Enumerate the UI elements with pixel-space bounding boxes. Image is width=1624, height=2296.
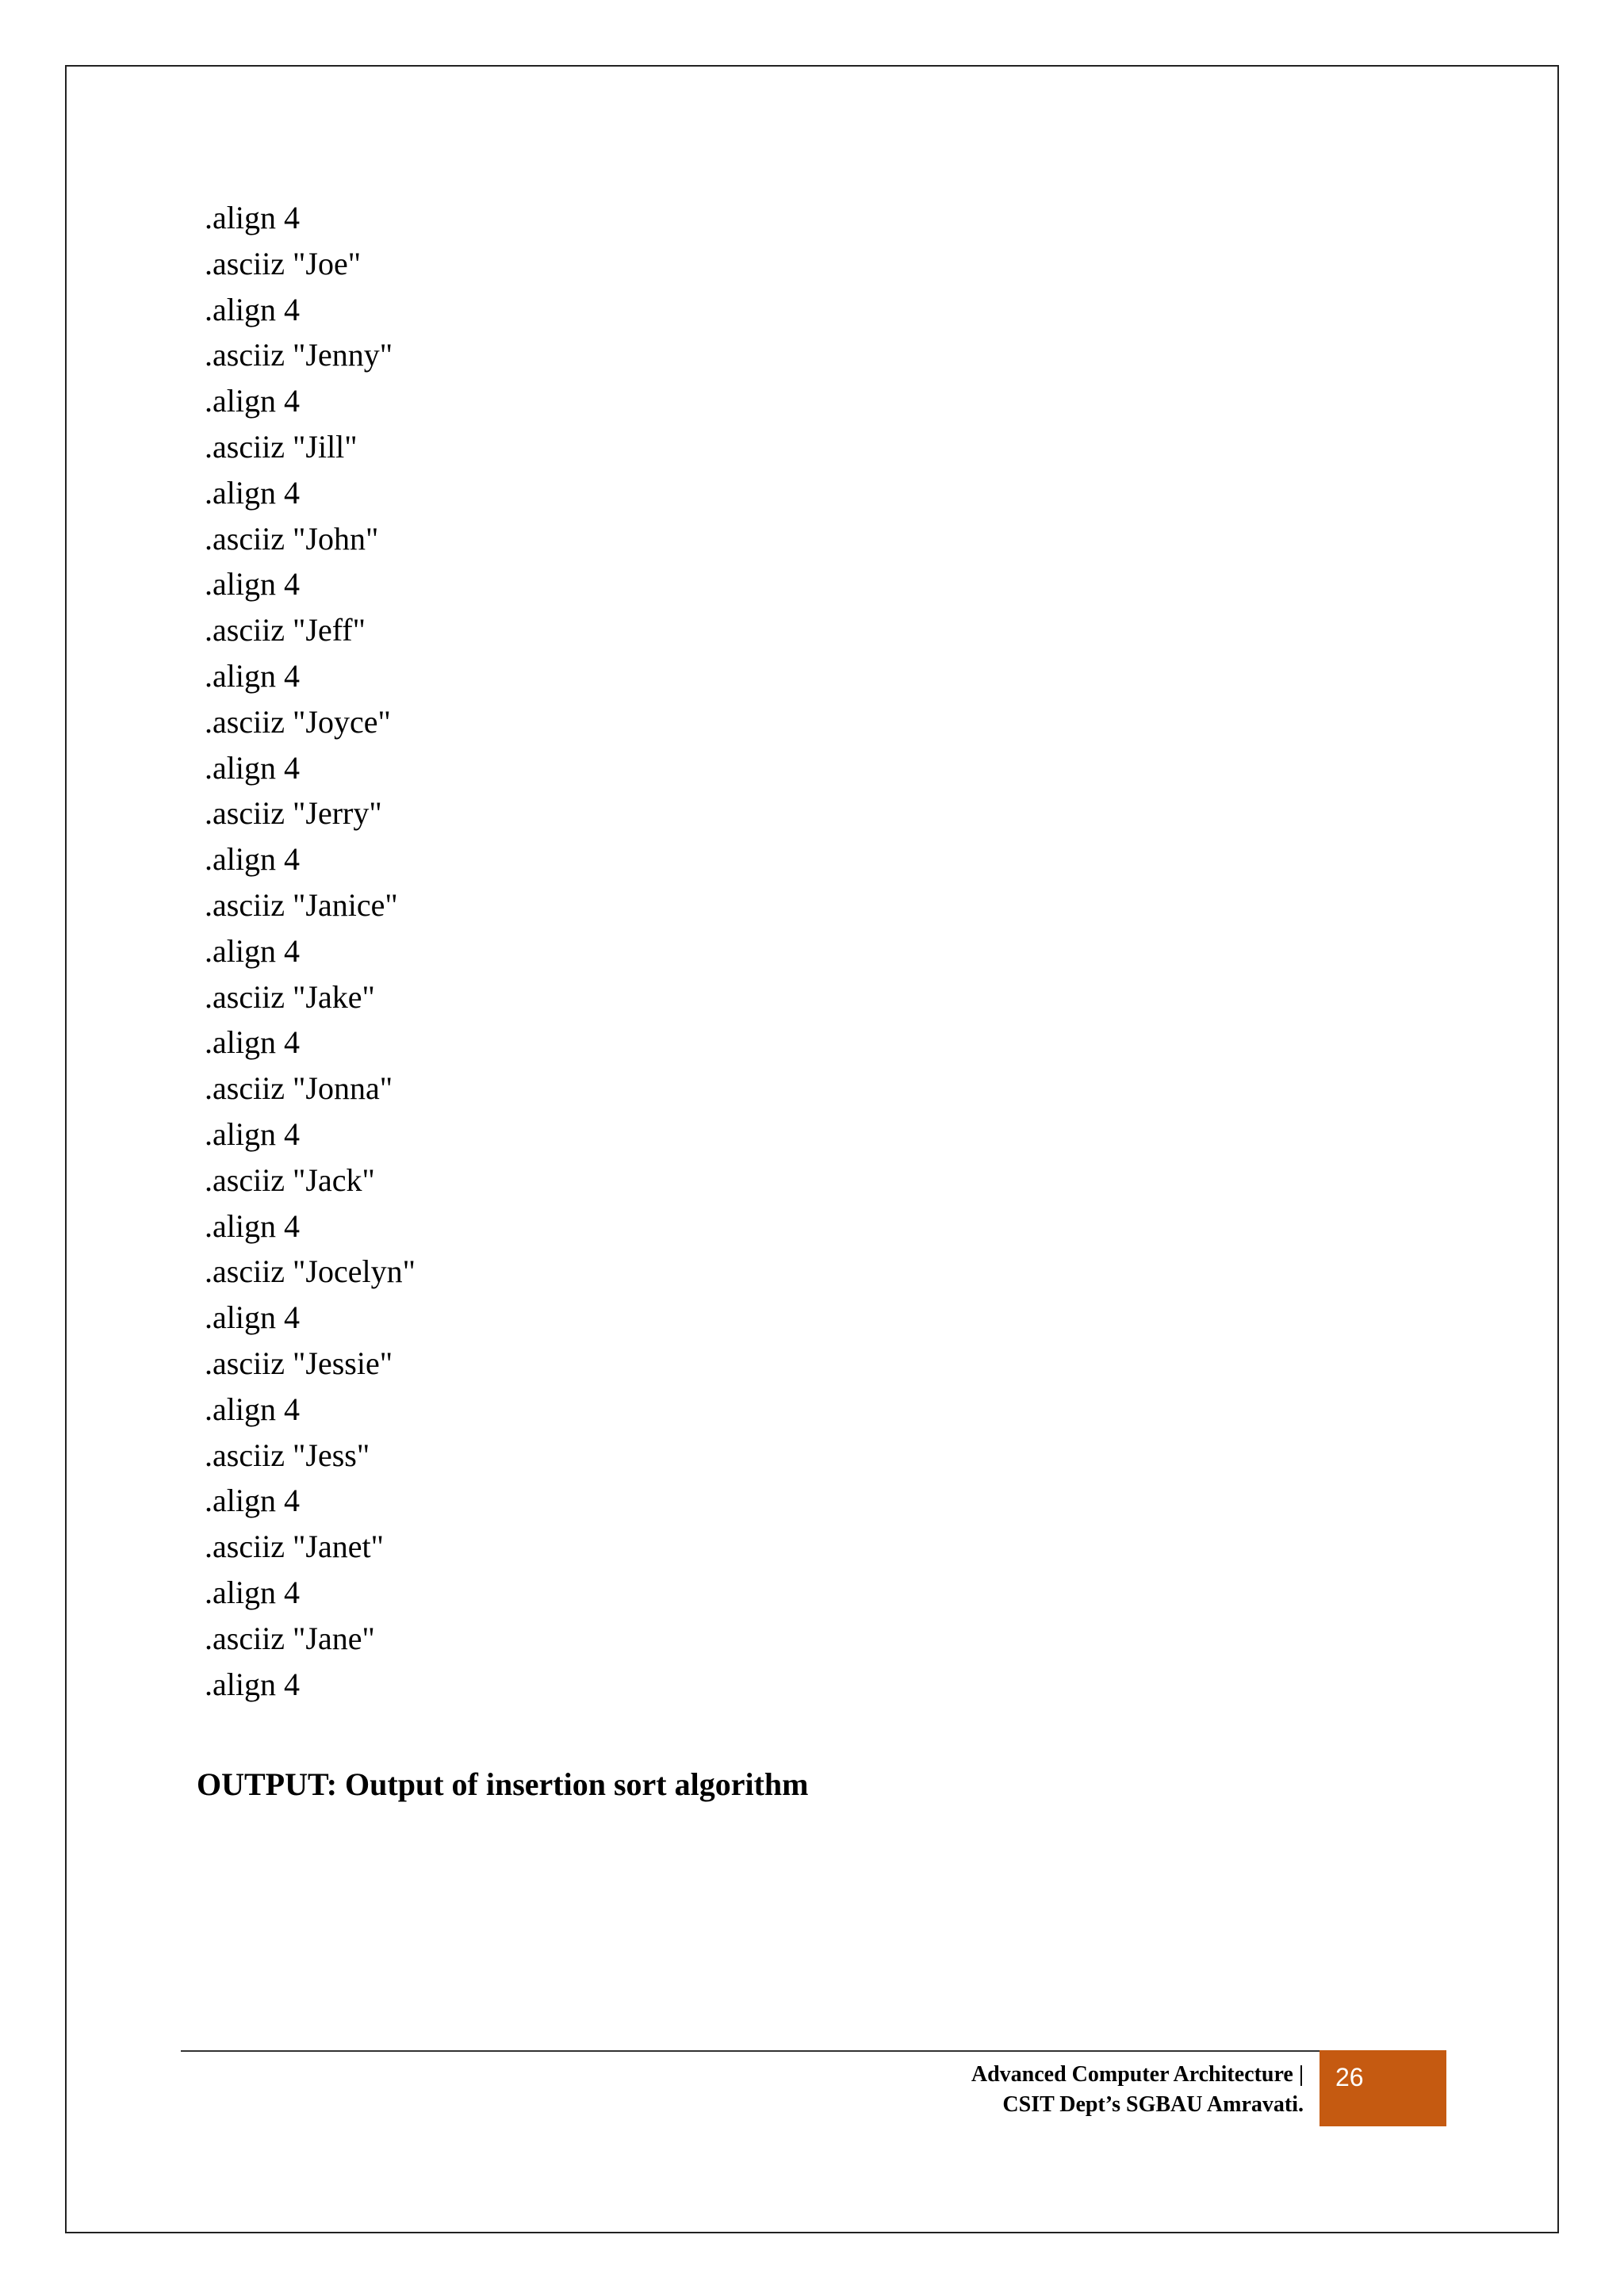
code-line: .align 4 [205, 566, 300, 603]
code-line: .asciiz "Jocelyn" [205, 1253, 416, 1290]
code-line: .asciiz "Jill" [205, 428, 358, 465]
code-line: .asciiz "John" [205, 520, 379, 557]
code-line: .asciiz "Janice" [205, 886, 398, 923]
code-line: .asciiz "Jessie" [205, 1345, 393, 1381]
code-line: .asciiz "Jenny" [205, 337, 393, 373]
code-line: .align 4 [205, 1574, 300, 1610]
code-line: .asciiz "Janet" [205, 1529, 384, 1565]
code-line: .align 4 [205, 841, 300, 878]
footer-department: CSIT Dept’s SGBAU Amravati. [1002, 2092, 1304, 2117]
code-line: .asciiz "Jane" [205, 1620, 375, 1656]
code-line: .asciiz "Jack" [205, 1161, 375, 1198]
code-line: .align 4 [205, 1483, 300, 1519]
code-line: .align 4 [205, 1299, 300, 1336]
page-number: 26 [1335, 2063, 1364, 2091]
code-line: .align 4 [205, 1666, 300, 1702]
code-line: .align 4 [205, 474, 300, 511]
code-line: .asciiz "Joyce" [205, 703, 391, 740]
output-heading: OUTPUT: Output of insertion sort algorithm [197, 1766, 809, 1802]
code-listing [205, 195, 416, 1707]
page-number-badge [1320, 2050, 1446, 2126]
footer-course-title: Advanced Computer Architecture | [971, 2062, 1304, 2087]
code-line: .asciiz "Jonna" [205, 1070, 393, 1107]
code-line: .align 4 [205, 383, 300, 419]
code-line: .align 4 [205, 200, 300, 235]
code-line: .asciiz "Jess" [205, 1437, 370, 1473]
code-line: .asciiz "Jake" [205, 978, 375, 1015]
code-line: .asciiz "Joe" [205, 245, 362, 281]
code-line: .align 4 [205, 1391, 300, 1427]
footer-divider [181, 2050, 1320, 2052]
footer-caption [971, 2060, 1304, 2120]
code-line: .align 4 [205, 932, 300, 969]
code-line: .align 4 [205, 1115, 300, 1152]
code-line: .align 4 [205, 749, 300, 786]
code-line: .align 4 [205, 657, 300, 694]
code-line: .align 4 [205, 1207, 300, 1244]
code-line: .asciiz "Jeff" [205, 612, 366, 649]
code-line: .align 4 [205, 1024, 300, 1061]
code-line: .align 4 [205, 291, 300, 327]
code-line: .asciiz "Jerry" [205, 795, 382, 832]
